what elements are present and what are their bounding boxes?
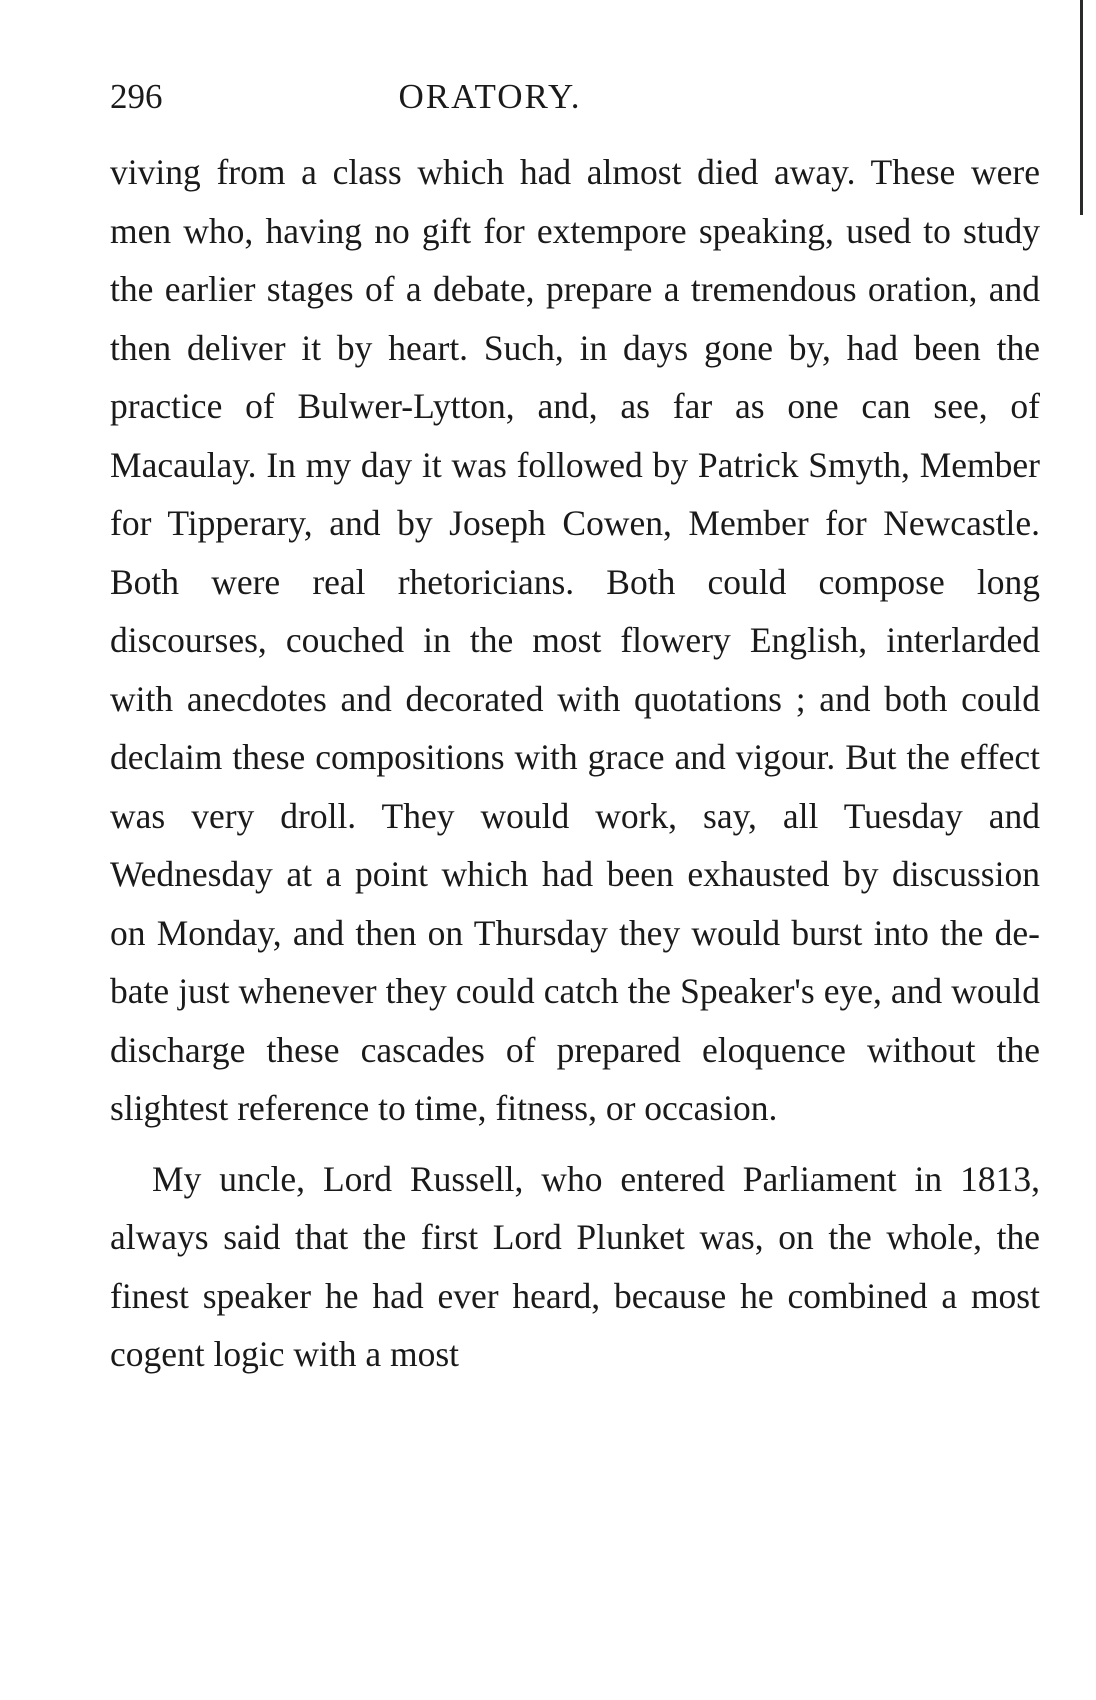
page-edge-line — [1080, 0, 1083, 215]
body-text — [110, 143, 1040, 1384]
running-title: ORATORY. — [398, 77, 582, 116]
paragraph: My uncle, Lord Russell, who entered Parliament in 1813, always said that the first Lord Plunket was, on the whole, the finest speaker he had ever heard, because he combined a most cogent logic with a most — [110, 1158, 1040, 1374]
running-head — [110, 72, 1040, 122]
paragraph-continued: viving from a class which had almost died away. These were men who, having no gift for extempore speaking, used to study the earlier stages of a debate, prepare a tremendous oration, and then deliver it by heart. Such, in days gone by, had been the practice of Bulwer-Lytton, and, as far as one can see, of Macaulay. In my day it was followed by Patrick Smyth, Member for Tipperary, and by Joseph Cowen, Member for Newcastle. Both were real rhetoricians. Both could compose long discourses, couched in the most flowery English, interlarded with anecdotes and decorated with quotations ; and both could declaim these compositions with grace and vigour. But the effect was very droll. They would work, say, all Tuesday and Wednesday at a point which had been exhausted by discussion on Monday, and then on Thursday they would burst into the de-bate just whenever they could catch the Speaker's eye, and would discharge these cascades of prepared eloquence without the slightest reference to time, fitness, or occasion. — [110, 152, 1040, 1128]
page-number: 296 — [110, 77, 163, 116]
